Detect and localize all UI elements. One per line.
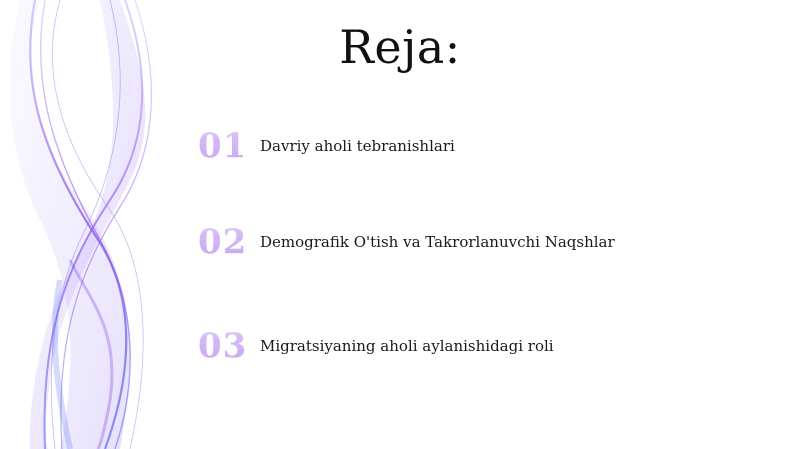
agenda-text: Migratsiyaning aholi aylanishidagi roli (260, 337, 554, 355)
agenda-item-3 (198, 326, 554, 366)
agenda-number: 01 (198, 126, 254, 166)
agenda-number: 03 (198, 326, 254, 366)
agenda-number: 02 (198, 222, 254, 262)
slide-title: Reja: (339, 20, 461, 74)
agenda-item-1 (198, 126, 455, 166)
agenda-text: Demografik O'tish va Takrorlanuvchi Naqshlar (260, 233, 615, 251)
agenda-text: Davriy aholi tebranishlari (260, 137, 455, 155)
agenda-item-2 (198, 222, 615, 262)
